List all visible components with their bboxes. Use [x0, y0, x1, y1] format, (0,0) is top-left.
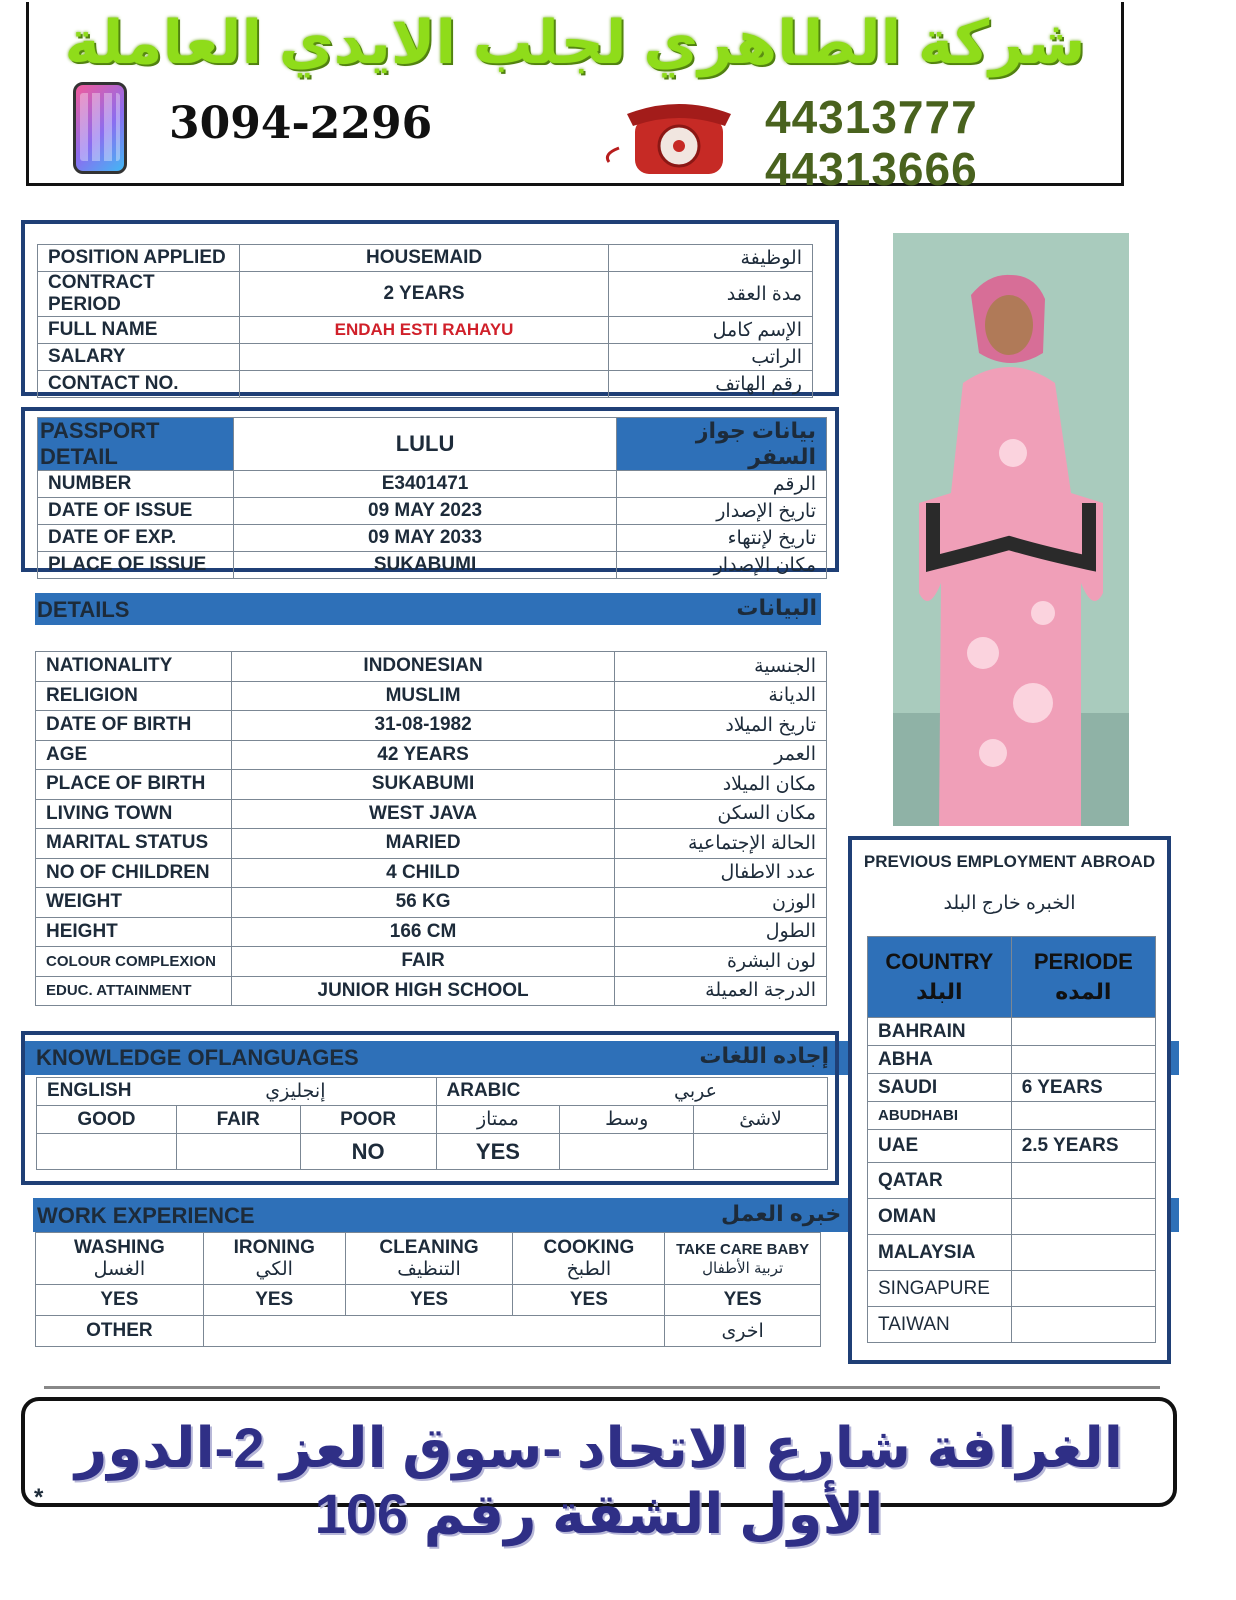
skill-label-ar: الغسل [93, 1258, 146, 1280]
skill-label-ar: الطبخ [566, 1258, 612, 1280]
field-label-ar: مكان الميلاد [615, 770, 827, 800]
field-label-ar: رقم الهاتف [609, 371, 813, 398]
field-label: CONTRACT PERIOD [38, 272, 240, 317]
field-label-ar: الراتب [609, 344, 813, 371]
field-label-ar: لون البشرة [615, 947, 827, 977]
table-row [36, 652, 827, 682]
languages-section [21, 1031, 839, 1185]
candidate-photo [893, 233, 1129, 826]
table-row [36, 976, 827, 1006]
country-cell: UAE [868, 1130, 1012, 1163]
company-name: شركة الطاهري لجلب الايدي العاملة [64, 9, 1086, 76]
field-label: NUMBER [38, 471, 234, 498]
footnote-mark: * [34, 1484, 44, 1511]
landline-number-1: 44313777 [765, 91, 978, 143]
field-value: SUKABUMI [233, 552, 616, 579]
other-skills-row [36, 1316, 821, 1347]
field-label: NATIONALITY [36, 652, 232, 682]
field-label: PLACE OF ISSUE [38, 552, 234, 579]
details-title: DETAILS [37, 597, 130, 622]
passport-title-ar: بيانات جواز السفر [617, 418, 827, 471]
table-row [38, 317, 813, 344]
passport-section [21, 407, 839, 576]
field-value: 56 KG [231, 888, 614, 918]
country-cell: ABHA [868, 1046, 1012, 1074]
other-label-ar: اخرى [665, 1316, 821, 1347]
english-label: ENGLISH [47, 1080, 132, 1101]
skill-value: YES [665, 1285, 821, 1316]
previous-employment-section [848, 836, 1171, 1364]
field-label: COLOUR COMPLEXION [36, 947, 232, 977]
field-label: DATE OF BIRTH [36, 711, 232, 741]
table-row [868, 1271, 1156, 1307]
table-row [868, 1307, 1156, 1343]
table-row [38, 471, 827, 498]
skill-cleaning [345, 1233, 513, 1285]
field-value: 166 CM [231, 917, 614, 947]
period-cell [1011, 1235, 1155, 1271]
field-value: 2 YEARS [239, 272, 608, 317]
field-label: NO OF CHILDREN [36, 858, 232, 888]
field-label: LIVING TOWN [36, 799, 232, 829]
field-label: HEIGHT [36, 917, 232, 947]
previous-employment-title: PREVIOUS EMPLOYMENT ABROAD [863, 852, 1156, 871]
field-label-ar: الوزن [615, 888, 827, 918]
skill-cooking [513, 1233, 665, 1285]
arabic-label-ar: عربي [674, 1081, 717, 1102]
period-cell [1011, 1271, 1155, 1307]
field-label-ar: الديانة [615, 681, 827, 711]
period-cell: 6 YEARS [1011, 1074, 1155, 1102]
arabic-excellent-value: YES [436, 1134, 560, 1170]
skill-label: TAKE CARE BABY [676, 1240, 810, 1258]
table-row [868, 1046, 1156, 1074]
country-column-header [868, 937, 1012, 1018]
skill-washing [36, 1233, 204, 1285]
details-table [35, 651, 827, 1006]
field-label: AGE [36, 740, 232, 770]
arabic-label: ARABIC [446, 1080, 521, 1101]
field-value: E3401471 [233, 471, 616, 498]
field-value: 31-08-1982 [231, 711, 614, 741]
footer-divider [44, 1386, 1160, 1389]
country-cell: TAIWAN [868, 1307, 1012, 1343]
full-name-value: ENDAH ESTI RAHAYU [239, 317, 608, 344]
field-label: SALARY [38, 344, 240, 371]
details-title-ar: البيانات [736, 595, 817, 620]
field-label-ar: عدد الاطفال [615, 858, 827, 888]
other-value [203, 1316, 665, 1347]
table-row [36, 770, 827, 800]
field-label-ar: الوظيفة [609, 245, 813, 272]
field-label-ar: الجنسية [615, 652, 827, 682]
english-fair-value [176, 1134, 300, 1170]
table-row [36, 947, 827, 977]
arabic-none-value [694, 1134, 828, 1170]
skill-label: IRONING [233, 1236, 315, 1258]
field-label: CONTACT NO. [38, 371, 240, 398]
country-header-label: COUNTRY [885, 949, 994, 974]
period-cell [1011, 1102, 1155, 1130]
field-value [239, 344, 608, 371]
field-label: DATE OF ISSUE [38, 498, 234, 525]
skills-header-row [36, 1233, 821, 1285]
country-cell: SAUDI [868, 1074, 1012, 1102]
passport-title: PASSPORT DETAIL [38, 418, 234, 471]
period-header-label-ar: المده [1055, 979, 1112, 1004]
telephone-icon [599, 98, 749, 178]
work-title-ar: خبره العمل [721, 1201, 842, 1226]
languages-title-ar: إجاده اللغات [699, 1043, 829, 1068]
field-label-ar: تاريخ لإنتهاء [617, 525, 827, 552]
company-address: الغرافة شارع الاتحاد -سوق العز 2-الدور الأول الشقة رقم 106 [75, 1416, 1123, 1545]
table-row [38, 525, 827, 552]
period-cell [1011, 1046, 1155, 1074]
table-row [868, 1163, 1156, 1199]
field-label-ar: مكان السكن [615, 799, 827, 829]
table-row [38, 272, 813, 317]
table-row [36, 917, 827, 947]
field-label-ar: تاريخ الإصدار [617, 498, 827, 525]
prev-header-row [868, 937, 1156, 1018]
period-cell: 2.5 YEARS [1011, 1130, 1155, 1163]
language-values-row [37, 1134, 828, 1170]
work-title: WORK EXPERIENCE [37, 1203, 255, 1228]
period-cell [1011, 1199, 1155, 1235]
period-header-label: PERIODE [1033, 949, 1133, 974]
field-value: 09 MAY 2033 [233, 525, 616, 552]
country-header-label-ar: البلد [916, 979, 963, 1004]
country-cell: QATAR [868, 1163, 1012, 1199]
table-row [868, 1130, 1156, 1163]
field-value: FAIR [231, 947, 614, 977]
table-row [38, 245, 813, 272]
skill-label: WASHING [74, 1236, 165, 1258]
application-section [21, 220, 839, 396]
level-fair: FAIR [176, 1106, 300, 1134]
skill-label-ar: التنظيف [397, 1258, 461, 1280]
language-names-row [37, 1078, 828, 1106]
field-value [239, 371, 608, 398]
field-value: 09 MAY 2023 [233, 498, 616, 525]
english-good-value [37, 1134, 177, 1170]
table-row [38, 552, 827, 579]
skill-value: YES [203, 1285, 345, 1316]
table-row [868, 1199, 1156, 1235]
level-good: GOOD [37, 1106, 177, 1134]
field-value: 4 CHILD [231, 858, 614, 888]
skill-value: YES [36, 1285, 204, 1316]
country-cell: MALAYSIA [868, 1235, 1012, 1271]
work-table [35, 1232, 821, 1347]
application-table [37, 244, 813, 398]
english-cell [37, 1078, 437, 1106]
field-label-ar: الطول [615, 917, 827, 947]
period-cell [1011, 1018, 1155, 1046]
table-row [38, 344, 813, 371]
field-label: EDUC. ATTAINMENT [36, 976, 232, 1006]
language-levels-row [37, 1106, 828, 1134]
details-header [35, 593, 821, 625]
period-column-header [1011, 937, 1155, 1018]
field-label-ar: تاريخ الميلاد [615, 711, 827, 741]
field-value: SUKABUMI [231, 770, 614, 800]
table-row [868, 1102, 1156, 1130]
skill-value: YES [345, 1285, 513, 1316]
field-label-ar: الدرجة العميلة [615, 976, 827, 1006]
passport-table [37, 417, 827, 579]
table-row [36, 799, 827, 829]
skill-label: CLEANING [379, 1236, 479, 1258]
other-label: OTHER [36, 1316, 204, 1347]
field-label: PLACE OF BIRTH [36, 770, 232, 800]
field-value: MUSLIM [231, 681, 614, 711]
country-cell: SINGAPURE [868, 1271, 1012, 1307]
footer-address-box [21, 1397, 1177, 1545]
field-value: JUNIOR HIGH SCHOOL [231, 976, 614, 1006]
field-label-ar: العمر [615, 740, 827, 770]
previous-employment-table [867, 936, 1156, 1343]
country-cell: ABUDHABI [868, 1102, 1012, 1130]
field-value: MARIED [231, 829, 614, 859]
field-value: WEST JAVA [231, 799, 614, 829]
field-label: POSITION APPLIED [38, 245, 240, 272]
languages-table [36, 1077, 828, 1170]
skills-values-row [36, 1285, 821, 1316]
field-label-ar: الحالة الإجتماعية [615, 829, 827, 859]
skill-ironing [203, 1233, 345, 1285]
field-label-ar: الإسم كامل [609, 317, 813, 344]
english-poor-value: NO [300, 1134, 436, 1170]
country-cell: OMAN [868, 1199, 1012, 1235]
table-row [36, 829, 827, 859]
field-label: DATE OF EXP. [38, 525, 234, 552]
field-label: RELIGION [36, 681, 232, 711]
landline-number-2: 44313666 [765, 143, 978, 195]
mobile-number: 3094-2296 [169, 98, 433, 149]
arabic-cell [436, 1078, 828, 1106]
skill-label-ar: تربية الأطفال [702, 1259, 784, 1277]
level-poor: POOR [300, 1106, 436, 1134]
field-label: MARITAL STATUS [36, 829, 232, 859]
table-row [36, 711, 827, 741]
field-label-ar: الرقم [617, 471, 827, 498]
period-cell [1011, 1163, 1155, 1199]
table-row [36, 740, 827, 770]
period-cell [1011, 1307, 1155, 1343]
level-excellent-ar: ممتاز [436, 1106, 560, 1134]
table-row [868, 1074, 1156, 1102]
mobile-phone-icon [73, 82, 127, 174]
letterhead [26, 2, 1124, 195]
table-row [868, 1018, 1156, 1046]
passport-code: LULU [233, 418, 616, 471]
languages-title: KNOWLEDGE OFLANGUAGES [36, 1045, 359, 1070]
skill-label-ar: الكي [255, 1258, 293, 1280]
field-label: FULL NAME [38, 317, 240, 344]
arabic-medium-value [560, 1134, 694, 1170]
table-row [38, 371, 813, 398]
skill-label: COOKING [543, 1236, 635, 1258]
previous-employment-title-ar: الخبره خارج البلد [943, 893, 1076, 914]
field-label-ar: مدة العقد [609, 272, 813, 317]
field-label: WEIGHT [36, 888, 232, 918]
level-none-ar: لاشئ [694, 1106, 828, 1134]
skill-value: YES [513, 1285, 665, 1316]
level-medium-ar: وسط [560, 1106, 694, 1134]
field-value: 42 YEARS [231, 740, 614, 770]
field-label-ar: مكان الإصدار [617, 552, 827, 579]
field-value: HOUSEMAID [239, 245, 608, 272]
country-cell: BAHRAIN [868, 1018, 1012, 1046]
table-row [868, 1235, 1156, 1271]
passport-header-row [38, 418, 827, 471]
table-row [36, 681, 827, 711]
english-label-ar: إنجليزي [265, 1081, 326, 1102]
table-row [36, 858, 827, 888]
table-row [38, 498, 827, 525]
table-row [36, 888, 827, 918]
field-value: INDONESIAN [231, 652, 614, 682]
skill-baby-care [665, 1233, 821, 1285]
